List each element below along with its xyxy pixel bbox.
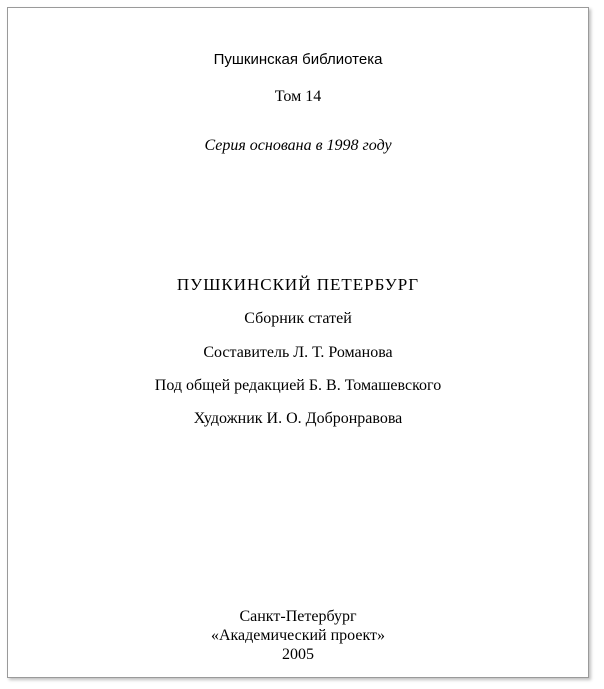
compiler-credit: Составитель Л. Т. Романова [203,344,393,361]
volume-number: Том 14 [274,88,322,105]
series-founded-note: Серия основана в 1998 году [204,137,392,154]
series-title: Пушкинская библиотека [213,51,383,68]
publication-year: 2005 [282,646,314,663]
title-page [7,7,589,678]
publication-city: Санкт-Петербург [239,608,357,625]
artist-credit: Художник И. О. Добронравова [193,410,403,427]
book-title: ПУШКИНСКИЙ ПЕТЕРБУРГ [176,275,420,294]
editor-credit: Под общей редакцией Б. В. Томашевского [154,377,442,394]
book-subtitle: Сборник статей [244,310,352,327]
publisher-name: «Академический проект» [210,627,386,644]
